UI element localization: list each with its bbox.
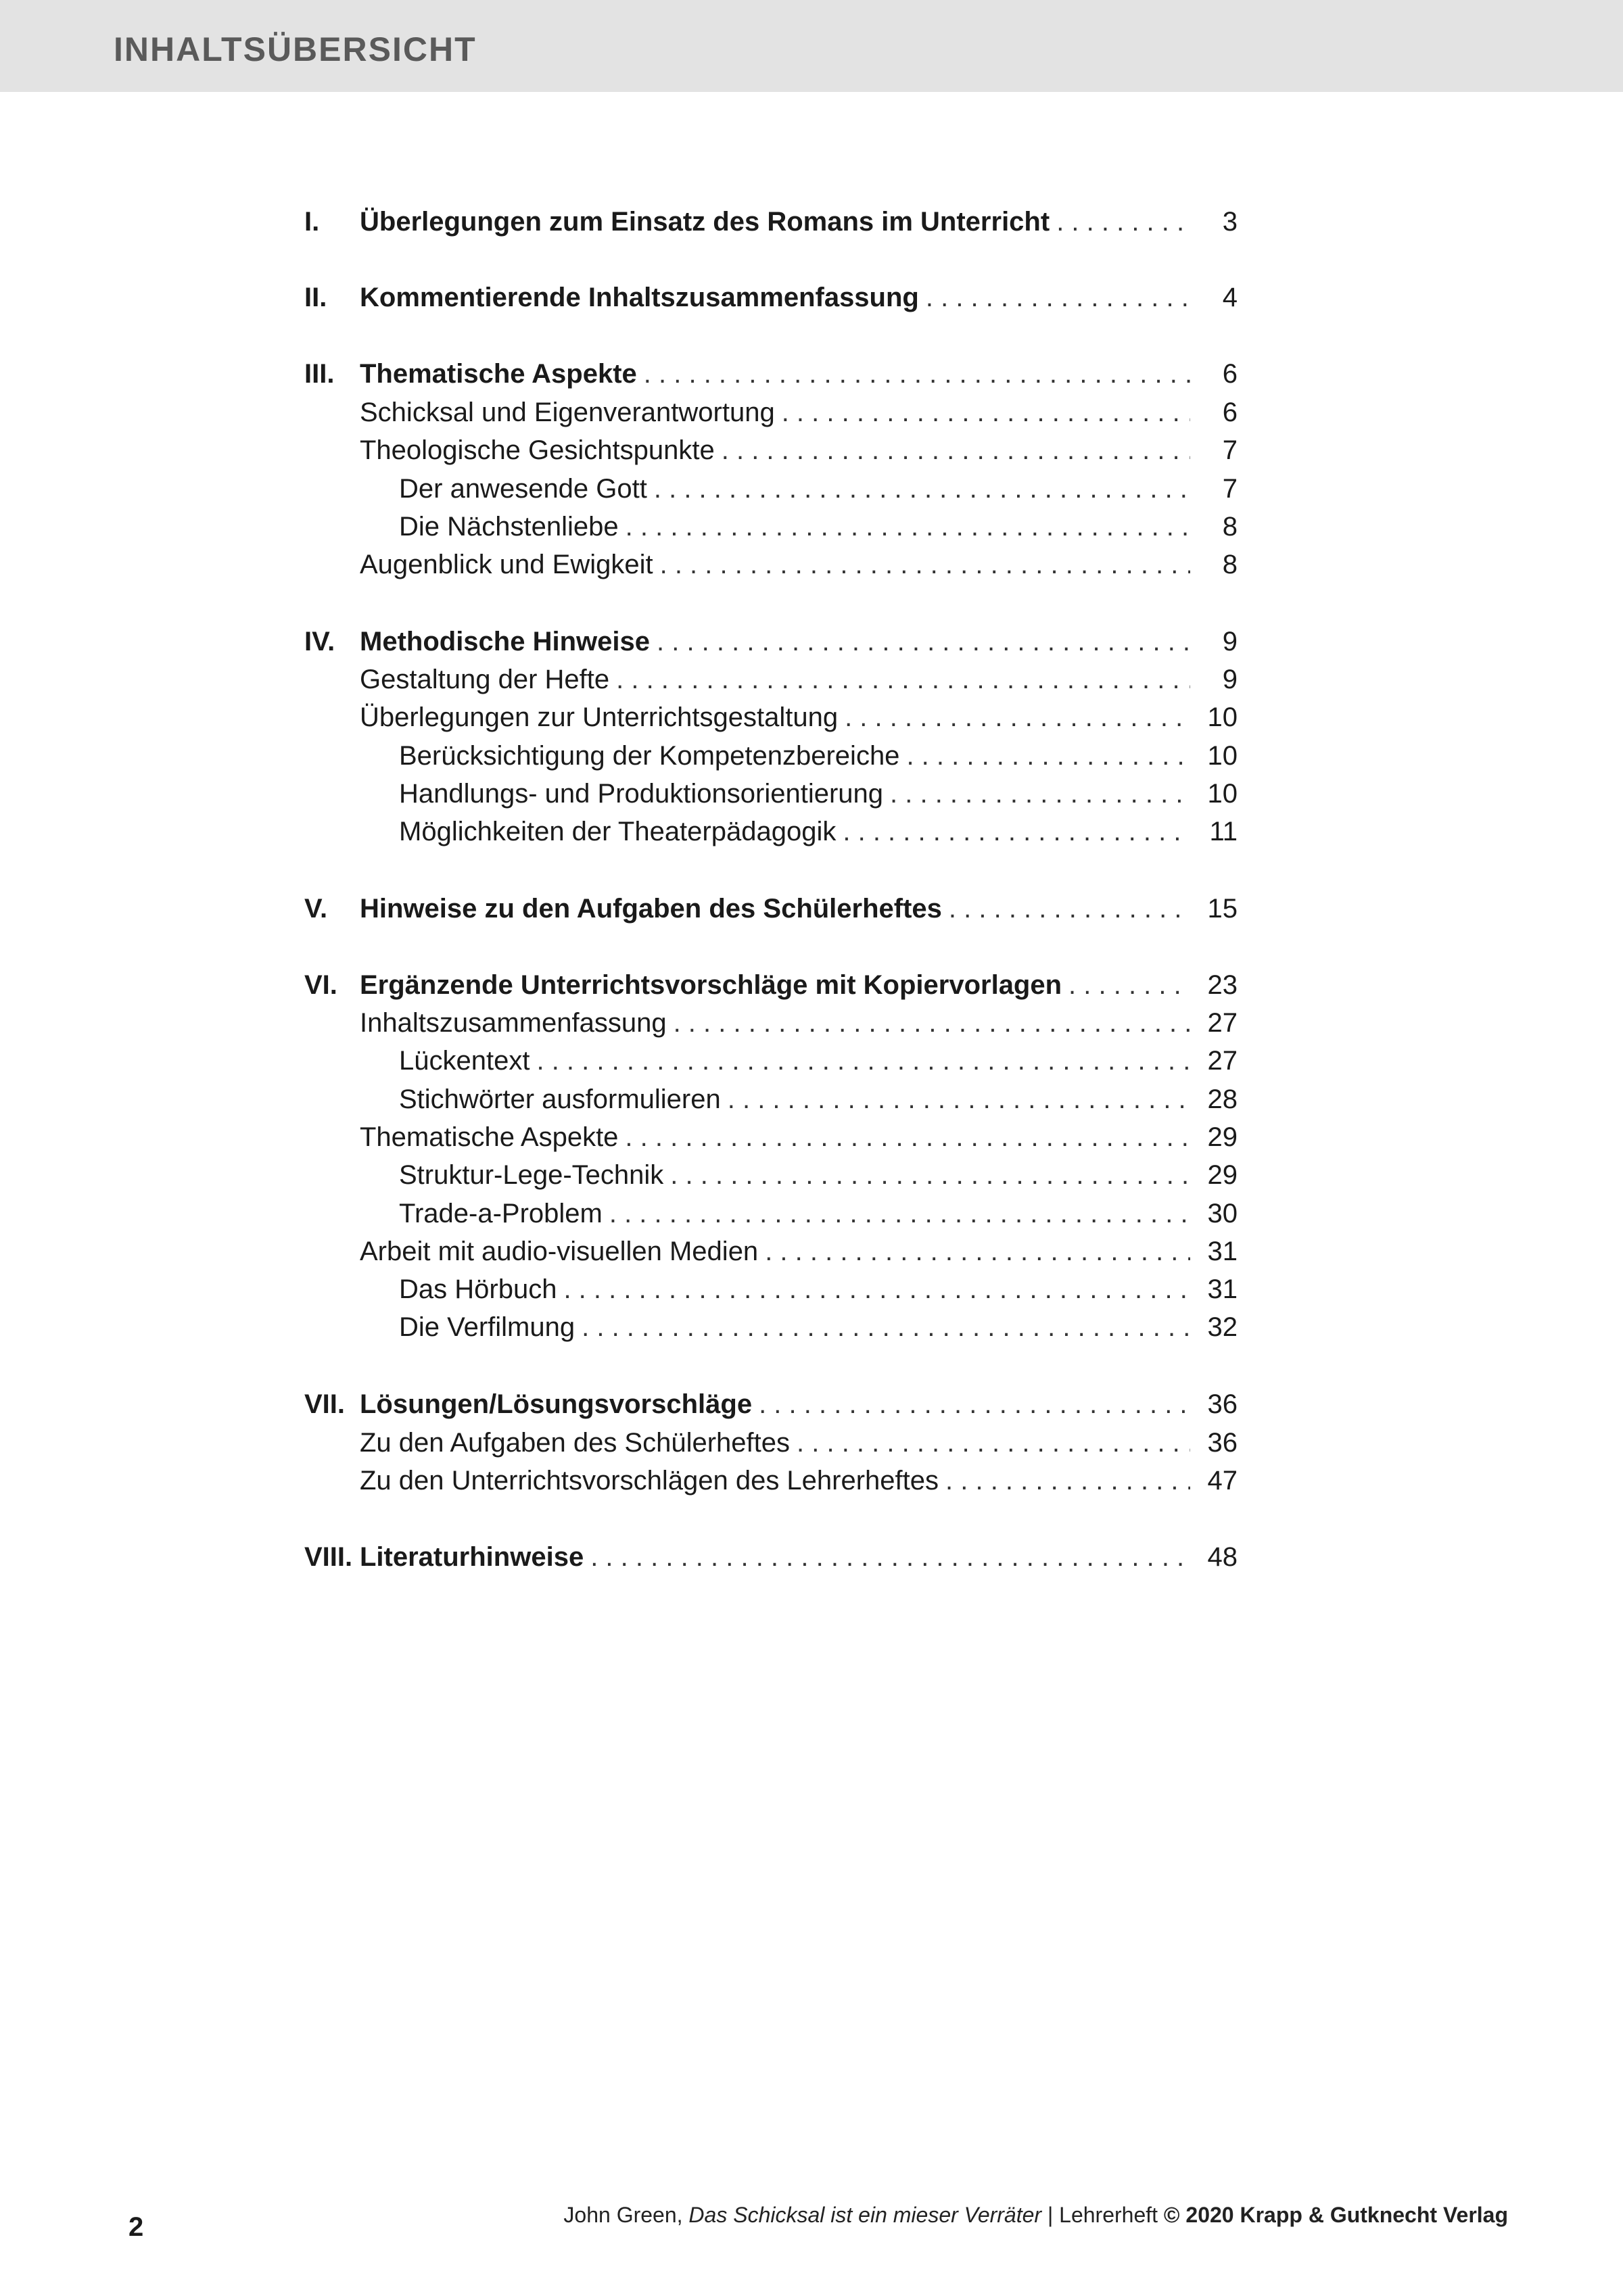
toc-entry[interactable] xyxy=(304,661,1238,698)
toc-entry-page: 3 xyxy=(1222,207,1238,237)
toc-entry-number: VII. xyxy=(304,1389,346,1419)
toc-dot-leader xyxy=(797,1424,1190,1462)
toc-entry-page: 31 xyxy=(1207,1237,1238,1266)
footer-page-number: 2 xyxy=(128,2212,144,2242)
toc-entry-page: 29 xyxy=(1207,1160,1238,1190)
toc-entry-title: Arbeit mit audio-visuellen Medien xyxy=(360,1237,759,1266)
toc-entry-number: V. xyxy=(304,894,328,924)
toc-entry[interactable] xyxy=(304,1233,1238,1270)
toc-entry-title: Lösungen/Lösungsvorschläge xyxy=(360,1389,753,1419)
toc-dot-leader xyxy=(759,1385,1190,1423)
toc-entry[interactable] xyxy=(304,203,1238,241)
toc-entry-title: Lückentext xyxy=(399,1046,530,1076)
toc-dot-leader xyxy=(728,1080,1190,1118)
toc-entry-page: 48 xyxy=(1207,1542,1238,1572)
toc-entry-page: 7 xyxy=(1222,435,1238,465)
toc-entry[interactable] xyxy=(304,737,1238,775)
toc-entry-page: 31 xyxy=(1207,1274,1238,1304)
toc-entry-page: 29 xyxy=(1207,1122,1238,1152)
toc-dot-leader xyxy=(609,1195,1190,1233)
footer-copyright: © 2020 Krapp & Gutknecht Verlag xyxy=(1163,2203,1508,2227)
toc-entry-title: Stichwörter ausformulieren xyxy=(399,1084,721,1114)
footer-citation xyxy=(563,2203,1508,2228)
toc-entry-title: Struktur-Lege-Technik xyxy=(399,1160,664,1190)
toc-entry-title: Methodische Hinweise xyxy=(360,627,650,656)
toc-entry-title: Gestaltung der Hefte xyxy=(360,665,610,694)
toc-entry[interactable] xyxy=(304,1538,1238,1576)
toc-dot-leader xyxy=(845,698,1190,736)
toc-entry-title: Der anwesende Gott xyxy=(399,474,647,504)
toc-entry-page: 9 xyxy=(1222,665,1238,694)
toc-entry-page: 23 xyxy=(1207,970,1238,1000)
toc-dot-leader xyxy=(765,1233,1190,1270)
toc-entry[interactable] xyxy=(304,1270,1238,1308)
toc-entry[interactable] xyxy=(304,355,1238,393)
toc-entry[interactable] xyxy=(304,1424,1238,1462)
toc-entry-title: Berücksichtigung der Kompetenzbereiche xyxy=(399,741,900,771)
toc-entry-title: Trade-a-Problem xyxy=(399,1199,603,1228)
toc-entry[interactable] xyxy=(304,279,1238,316)
toc-entry-title: Die Nächstenliebe xyxy=(399,512,619,542)
toc-entry-title: Ergänzende Unterrichtsvorschläge mit Kopiervorlagen xyxy=(360,970,1062,1000)
toc-entry[interactable] xyxy=(304,393,1238,431)
toc-entry-page: 10 xyxy=(1207,741,1238,771)
toc-entry-number: I. xyxy=(304,207,320,237)
toc-entry-page: 47 xyxy=(1207,1466,1238,1496)
toc-entry-page: 11 xyxy=(1209,817,1238,846)
toc-entry[interactable] xyxy=(304,1004,1238,1042)
toc-entry-title: Inhaltszusammenfassung xyxy=(360,1008,667,1038)
toc-entry-title: Möglichkeiten der Theaterpädagogik xyxy=(399,817,837,846)
toc-entry-page: 10 xyxy=(1207,702,1238,732)
toc-entry[interactable] xyxy=(304,1385,1238,1423)
toc-entry[interactable] xyxy=(304,1156,1238,1194)
toc-entry-page: 30 xyxy=(1207,1199,1238,1228)
toc-entry-page: 28 xyxy=(1207,1084,1238,1114)
toc-entry[interactable] xyxy=(304,813,1238,851)
toc-entry-title: Kommentierende Inhaltszusammenfassung xyxy=(360,283,919,312)
toc-entry-number: III. xyxy=(304,359,335,389)
toc-dot-leader xyxy=(626,508,1190,546)
toc-entry-title: Hinweise zu den Aufgaben des Schülerheftes xyxy=(360,894,942,924)
toc-entry-title: Thematische Aspekte xyxy=(360,1122,619,1152)
toc-dot-leader xyxy=(670,1156,1190,1194)
toc-entry-title: Überlegungen zum Einsatz des Romans im Unterricht xyxy=(360,207,1050,237)
toc-entry[interactable] xyxy=(304,775,1238,813)
toc-entry-page: 32 xyxy=(1207,1312,1238,1342)
toc-entry-page: 10 xyxy=(1207,779,1238,809)
toc-entry-number: VIII. xyxy=(304,1542,353,1572)
toc-entry-number: II. xyxy=(304,283,327,312)
toc-entry-page: 8 xyxy=(1222,550,1238,579)
toc-entry-page: 6 xyxy=(1222,359,1238,389)
toc-dot-leader xyxy=(563,1270,1190,1308)
toc-dot-leader xyxy=(722,431,1190,469)
toc-dot-leader xyxy=(660,546,1190,583)
toc-entry-title: Das Hörbuch xyxy=(399,1274,557,1304)
toc-entry[interactable] xyxy=(304,1118,1238,1156)
footer-book-title: Das Schicksal ist ein mieser Verräter xyxy=(688,2203,1042,2227)
toc-entry[interactable] xyxy=(304,508,1238,546)
toc-dot-leader xyxy=(1056,203,1190,241)
toc-dot-leader xyxy=(674,1004,1190,1042)
toc-entry-title: Theologische Gesichtspunkte xyxy=(360,435,715,465)
toc-entry-page: 27 xyxy=(1207,1008,1238,1038)
toc-entry[interactable] xyxy=(304,1308,1238,1346)
toc-dot-leader xyxy=(536,1042,1190,1080)
toc-dot-leader xyxy=(590,1538,1190,1576)
toc-dot-leader xyxy=(949,890,1190,928)
toc-entry[interactable] xyxy=(304,890,1238,928)
toc-dot-leader xyxy=(616,661,1190,698)
toc-dot-leader xyxy=(654,470,1190,508)
toc-entry[interactable] xyxy=(304,966,1238,1004)
toc-entry[interactable] xyxy=(304,1462,1238,1500)
toc-entry-title: Augenblick und Ewigkeit xyxy=(360,550,653,579)
toc-dot-leader xyxy=(926,279,1190,316)
toc-dot-leader xyxy=(1068,966,1190,1004)
toc-dot-leader xyxy=(582,1308,1190,1346)
toc-dot-leader xyxy=(906,737,1190,775)
toc-entry-page: 27 xyxy=(1207,1046,1238,1076)
toc-dot-leader xyxy=(782,393,1190,431)
toc-entry[interactable] xyxy=(304,1042,1238,1080)
toc-entry-title: Schicksal und Eigenverantwortung xyxy=(360,398,775,427)
toc-dot-leader xyxy=(843,813,1190,851)
footer-author: John Green, xyxy=(563,2203,689,2227)
toc-dot-leader xyxy=(625,1118,1190,1156)
toc-entry-title: Die Verfilmung xyxy=(399,1312,575,1342)
toc-dot-leader xyxy=(945,1462,1190,1500)
header-bar xyxy=(0,0,1623,92)
toc-entry-page: 7 xyxy=(1222,474,1238,504)
toc-entry-title: Zu den Unterrichtsvorschlägen des Lehrerheftes xyxy=(360,1466,939,1496)
toc-entry[interactable] xyxy=(304,1195,1238,1233)
toc-entry-title: Handlungs- und Produktionsorientierung xyxy=(399,779,884,809)
toc-entry[interactable] xyxy=(304,623,1238,661)
toc-entry-page: 36 xyxy=(1207,1428,1238,1458)
toc-entry-page: 6 xyxy=(1222,398,1238,427)
toc-entry-title: Überlegungen zur Unterrichtsgestaltung xyxy=(360,702,839,732)
toc-entry[interactable] xyxy=(304,698,1238,736)
toc-entry[interactable] xyxy=(304,470,1238,508)
toc-entry-page: 15 xyxy=(1207,894,1238,924)
toc-entry-title: Thematische Aspekte xyxy=(360,359,637,389)
toc-entry-number: VI. xyxy=(304,970,337,1000)
footer-separator: | Lehrerheft xyxy=(1041,2203,1164,2227)
toc-entry-page: 8 xyxy=(1222,512,1238,542)
toc-dot-leader xyxy=(890,775,1190,813)
toc-dot-leader xyxy=(644,355,1190,393)
toc-dot-leader xyxy=(657,623,1190,661)
toc-entry-page: 4 xyxy=(1222,283,1238,312)
toc-entry-page: 36 xyxy=(1207,1389,1238,1419)
page-title: INHALTSÜBERSICHT xyxy=(114,30,477,68)
toc-entry-page: 9 xyxy=(1222,627,1238,656)
toc-entry-title: Literaturhinweise xyxy=(360,1542,584,1572)
toc-entry[interactable] xyxy=(304,1080,1238,1118)
toc-entry[interactable] xyxy=(304,546,1238,583)
toc-entry-title: Zu den Aufgaben des Schülerheftes xyxy=(360,1428,791,1458)
toc-entry-number: IV. xyxy=(304,627,335,656)
toc-entry[interactable] xyxy=(304,431,1238,469)
